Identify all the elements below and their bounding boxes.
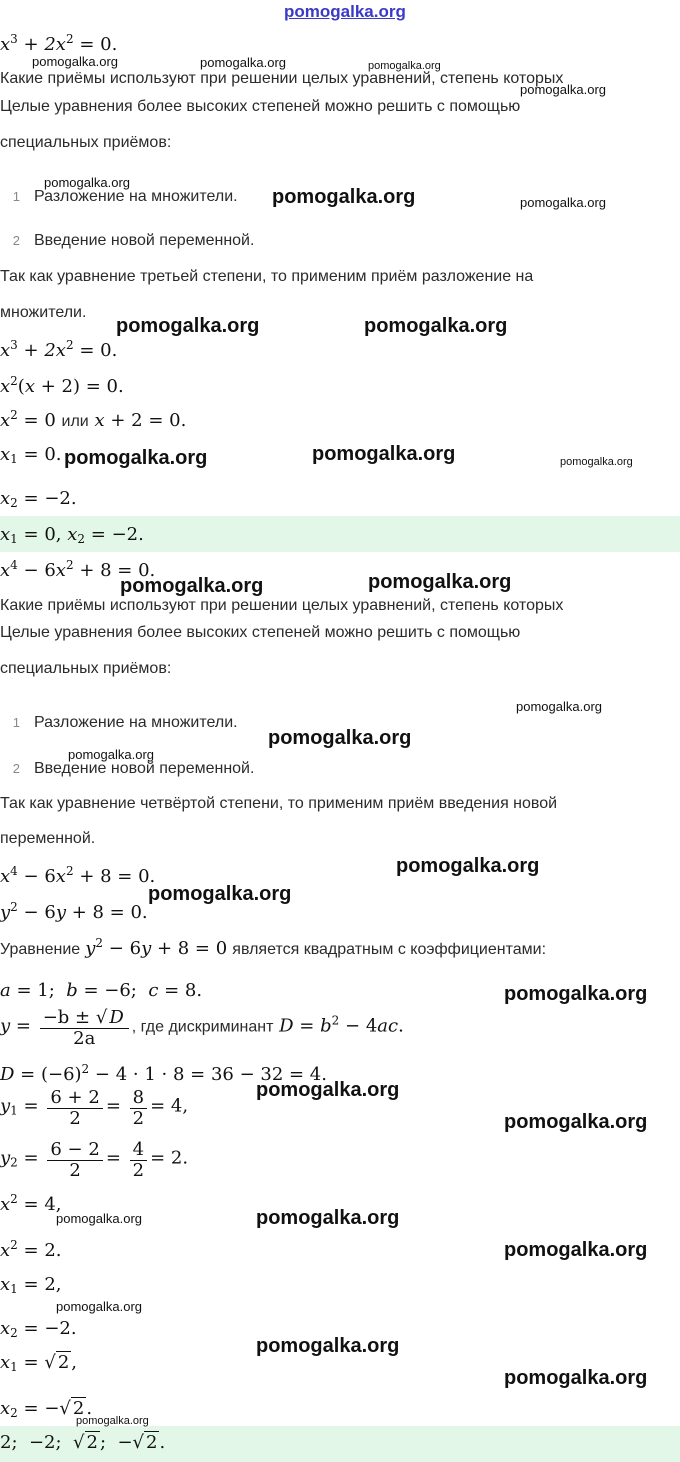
watermark-stamp: pomogalka.org xyxy=(256,1335,400,1357)
quadratic-suffix: является квадратным с коэффициентами: xyxy=(232,941,547,958)
discriminant-calc: $D = (-6)^2 - 4 \cdot 1 \cdot 8 = 36 - 32 = 4$. xyxy=(0,1062,327,1085)
method-label: Разложение на множители. xyxy=(34,714,238,731)
watermark-stamp: pomogalka.org xyxy=(56,1211,142,1226)
reason-2b: переменной. xyxy=(0,830,96,847)
watermark-stamp: pomogalka.org xyxy=(504,1367,648,1389)
y1-result: = 4, xyxy=(150,1095,189,1117)
y2-result: = 2. xyxy=(150,1147,189,1169)
root-2-x3: $x_1$ = √ 2 , xyxy=(0,1352,78,1374)
watermark-stamp: pomogalka.org xyxy=(200,55,286,70)
quadratic-prefix: Уравнение xyxy=(0,941,81,958)
root-x1: $x_1 = 0$. xyxy=(0,444,62,466)
watermark-stamp: pomogalka.org xyxy=(256,1079,400,1101)
watermark-stamp: pomogalka.org xyxy=(504,1239,648,1261)
intro-text-1a: Целые уравнения более высоких степеней можно решить с помощью xyxy=(0,98,521,115)
method-label: Введение новой переменной. xyxy=(34,760,255,777)
factored-step: $x^2(x + 2) = 0$. xyxy=(0,374,124,397)
split-step: $x^2 = 0$ или x + 2 = 0. xyxy=(0,408,187,431)
back-sub-2: $x^2 = 2$. xyxy=(0,1238,62,1261)
watermark-stamp: pomogalka.org xyxy=(396,855,540,877)
root-2-x2: $x_2 = -2$. xyxy=(0,1318,77,1340)
list-number: 2 xyxy=(12,233,20,248)
y1-calc: $y_1$ = $\frac{6 + 2}{2}$ = $\frac{8}{2}$ = 4, xyxy=(0,1088,189,1125)
watermark-stamp: pomogalka.org xyxy=(364,315,508,337)
intro-question-2: Какие приёмы используют при решении целых уравнений, степень которых xyxy=(0,597,564,614)
root-x2: $x_2 = -2$. xyxy=(0,488,77,510)
watermark-stamp: pomogalka.org xyxy=(368,60,441,72)
intro-question-1: Какие приёмы используют при решении целых уравнений, степень которых xyxy=(0,70,564,87)
root-formula: y = $\frac{-b \pm √ D}{2a}$ , где дискриминант $D = b^2 - 4ac$. xyxy=(0,1008,404,1045)
y2-calc: $y_2$ = $\frac{6 - 2}{2}$ = $\frac{4}{2}$ = 2. xyxy=(0,1140,189,1177)
equation-1-repeat: $x^3 + 2x^2 = 0$. xyxy=(0,338,118,361)
watermark-stamp: pomogalka.org xyxy=(516,699,602,714)
watermark-stamp: pomogalka.org xyxy=(504,983,648,1005)
watermark-stamp: pomogalka.org xyxy=(116,315,260,337)
root-2-x1: $x_1 = 2$, xyxy=(0,1274,62,1296)
watermark-stamp: pomogalka.org xyxy=(368,571,512,593)
watermark-stamp: pomogalka.org xyxy=(68,747,154,762)
watermark-stamp: pomogalka.org xyxy=(148,883,292,905)
equation-2-repeat: $x^4 - 6x^2 + 8 = 0$. xyxy=(0,864,156,887)
reason-2a: Так как уравнение четвёртой степени, то применим приём введения новой xyxy=(0,795,558,812)
formula-text: , где дискриминант xyxy=(131,1018,274,1036)
list-number: 2 xyxy=(12,761,20,776)
watermark-stamp: pomogalka.org xyxy=(504,1111,648,1133)
method-item-factoring-2 xyxy=(0,714,238,732)
method-item-factoring-1 xyxy=(0,188,238,206)
equation-1: $x^3 + 2x^2 = 0$. xyxy=(0,32,118,55)
root-2-x4: $x_2$ = −√ 2 . xyxy=(0,1398,93,1420)
watermark-stamp: pomogalka.org xyxy=(520,82,606,97)
watermark-stamp: pomogalka.org xyxy=(56,1299,142,1314)
watermark-stamp: pomogalka.org xyxy=(64,447,208,469)
coefficients: a = 1; b = −6; c = 8. xyxy=(0,980,203,1001)
watermark-stamp: pomogalka.org xyxy=(44,175,130,190)
reason-1a: Так как уравнение третьей степени, то применим приём разложение на xyxy=(0,268,534,285)
quadratic-note: Уравнение $y^2 - 6y + 8 = 0$ является квадратным с коэффициентами: xyxy=(0,936,547,959)
substituted-equation: $y^2 - 6y + 8 = 0$. xyxy=(0,900,148,923)
intro-text-1b: специальных приёмов: xyxy=(0,134,172,151)
watermark-stamp: pomogalka.org xyxy=(32,54,118,69)
intro-text-2a: Целые уравнения более высоких степеней можно решить с помощью xyxy=(0,624,521,641)
answer-1: $x_1 = 0$, $x_2 = -2$. xyxy=(0,524,144,546)
watermark-stamp: pomogalka.org xyxy=(312,443,456,465)
watermark-stamp: pomogalka.org xyxy=(560,456,633,468)
method-item-substitution-1 xyxy=(0,232,254,250)
answer-2: 2; −2; √ 2 ; −√ 2 . xyxy=(0,1432,166,1453)
list-number: 1 xyxy=(12,189,20,204)
method-item-substitution-2 xyxy=(0,760,254,778)
watermark-stamp: pomogalka.org xyxy=(76,1415,149,1427)
watermark-stamp: pomogalka.org xyxy=(256,1207,400,1229)
watermark-stamp: pomogalka.org xyxy=(520,195,606,210)
list-number: 1 xyxy=(12,715,20,730)
site-watermark-link[interactable]: pomogalka.org xyxy=(284,2,406,21)
back-sub-1: $x^2 = 4$, xyxy=(0,1192,62,1215)
equation-2: $x^4 - 6x^2 + 8 = 0$. xyxy=(0,558,156,581)
method-label: Введение новой переменной. xyxy=(34,232,255,249)
watermark-stamp: pomogalka.org xyxy=(268,727,412,749)
or-word: или xyxy=(61,413,89,430)
watermark-stamp: pomogalka.org xyxy=(272,186,416,208)
intro-text-2b: специальных приёмов: xyxy=(0,660,172,677)
reason-1b: множители. xyxy=(0,304,87,321)
method-label: Разложение на множители. xyxy=(34,188,238,205)
watermark-stamp: pomogalka.org xyxy=(120,575,264,597)
